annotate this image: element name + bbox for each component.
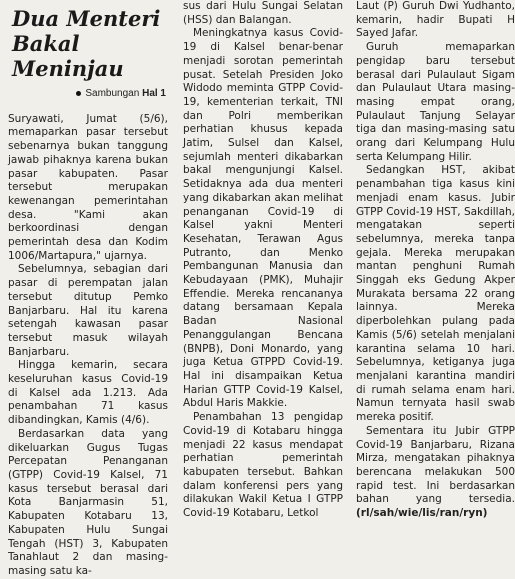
paragraph-text: Sementara itu Jubir GTPP Covid-19 Banjarbaru, Rizana Mirza, mengatakan pihaknya berencana melakukan 500 rapid test. Ini berdasarkan bahan yang tersedia. [356, 424, 515, 506]
paragraph: Sedangkan HST, akibat penambahan tiga kasus kini menjadi enam kasus. Jubir GTPP Covid-19 HST, Sakdillah, mengatakan seperti sebelumnya, mereka tanpa gejala. Mereka merupakan mantan penghuni Rumah Singgah eks Gedung Akper Murakata bersama 22 orang lainnya. Mereka diperbolehkan pulang pada Kamis (5/6) setelah menjalani karantina selama 10 hari. Sebelumnya, ketiganya juga menjalani karantina mandiri di rumah selama enam hari. Namun ternyata hasil swab mereka positif. [356, 164, 515, 424]
continuation-page: Hal 1 [142, 88, 166, 99]
byline: (rl/sah/wie/lis/ran/ryn) [356, 507, 488, 520]
paragraph: Sebelumnya, sebagian dari pasar di perempatan jalan tersebut ditutup Pemko Banjarbaru. Hal itu karena setengah kawasan pasar tersebut masuk wilayah Banjarbaru. [8, 263, 168, 358]
paragraph: sus dari Hulu Sungai Selatan (HSS) dan Balangan. [183, 0, 343, 26]
paragraph: Guruh memaparkan pengidap baru tersebut berasal dari Pulaulaut Sigam dan Pulaulaut Utara masing-masing empat orang, Pulaulaut Tanjung Selayar tiga dan masing-masing satu orang dari Kelumpang Hulu serta Kelumpang Hilir. [356, 41, 515, 163]
paragraph-final [356, 425, 515, 521]
bullet-icon [76, 91, 81, 96]
paragraph: Berdasarkan data yang dikeluarkan Gugus Tugas Percepatan Penanganan (GTPP) Covid-19 Kalsel, 71 kasus tersebut berasal dari Kota Banjarmasin 51, Kabupaten Kotabaru 13, Kabupaten Hulu Sungai Tengah (HST) 3, Kabupaten Tanahlaut 2 dan masing-masing satu ka- [8, 427, 168, 577]
paragraph: Laut (P) Guruh Dwi Yudhanto, kemarin, hadir Bupati H Sayed Jafar. [356, 0, 515, 40]
article-column-2 [183, 0, 343, 546]
article-column-1 [8, 0, 168, 577]
paragraph: Penambahan 13 pengidap Covid-19 di Kotabaru hingga menjadi 22 kasus mendapat perhatian pemerintah kabupaten tersebut. Bahkan dalam konferensi pers yang dilakukan Wakil Ketua I GTPP Covid-19 Kotabaru, Letkol [183, 411, 343, 520]
continuation-label: Sambungan [85, 88, 140, 99]
paragraph: Meningkatnya kasus Covid-19 di Kalsel benar-benar menjadi sorotan pemerintah pusat. Setelah Presiden Joko Widodo meminta GTPP Covid-19, kementerian terkait, TNI dan Polri memberikan perhatian khusus kepada Jatim, Sulsel dan Kalsel, sejumlah menteri dikabarkan bakal mengunjungi Kalsel. Setidaknya ada dua menteri yang dikabarkan akan melihat penanganan Covid-19 di Kalsel yakni Menteri Kesehatan, Terawan Agus Putranto, dan Menko Pembangunan Manusia dan Kebudayaan (PMK), Muhajir Effendie. Mereka rencananya datang bersamaan Kepala Badan Nasional Penanggulangan Bencana (BNPB), Doni Monardo, yang juga Ketua GTPPD Covid-19. Hal ini disampaikan Ketua Harian GTTP Covid-19 Kalsel, Abdul Haris Makkie. [183, 27, 343, 410]
paragraph: Hingga kemarin, secara keseluruhan kasus Covid-19 di Kalsel ada 1.213. Ada penambahan 71 kasus dibandingkan, Kamis (4/6). [8, 359, 168, 427]
paragraph: Suryawati, Jumat (5/6), memaparkan pasar tersebut sebenarnya bukan tanggung jawab pihaknya karena bukan pasar kabupaten. Pasar tersebut merupakan kewenangan pemerintahan desa. "Kami akan berkoordinasi dengan pemerintah desa dan Kodim 1006/Martapura," ujarnya. [8, 112, 168, 262]
headline: Dua Menteri Bakal Meninjau [12, 6, 161, 81]
article-column-3 [356, 0, 515, 546]
continuation-marker [8, 87, 168, 101]
